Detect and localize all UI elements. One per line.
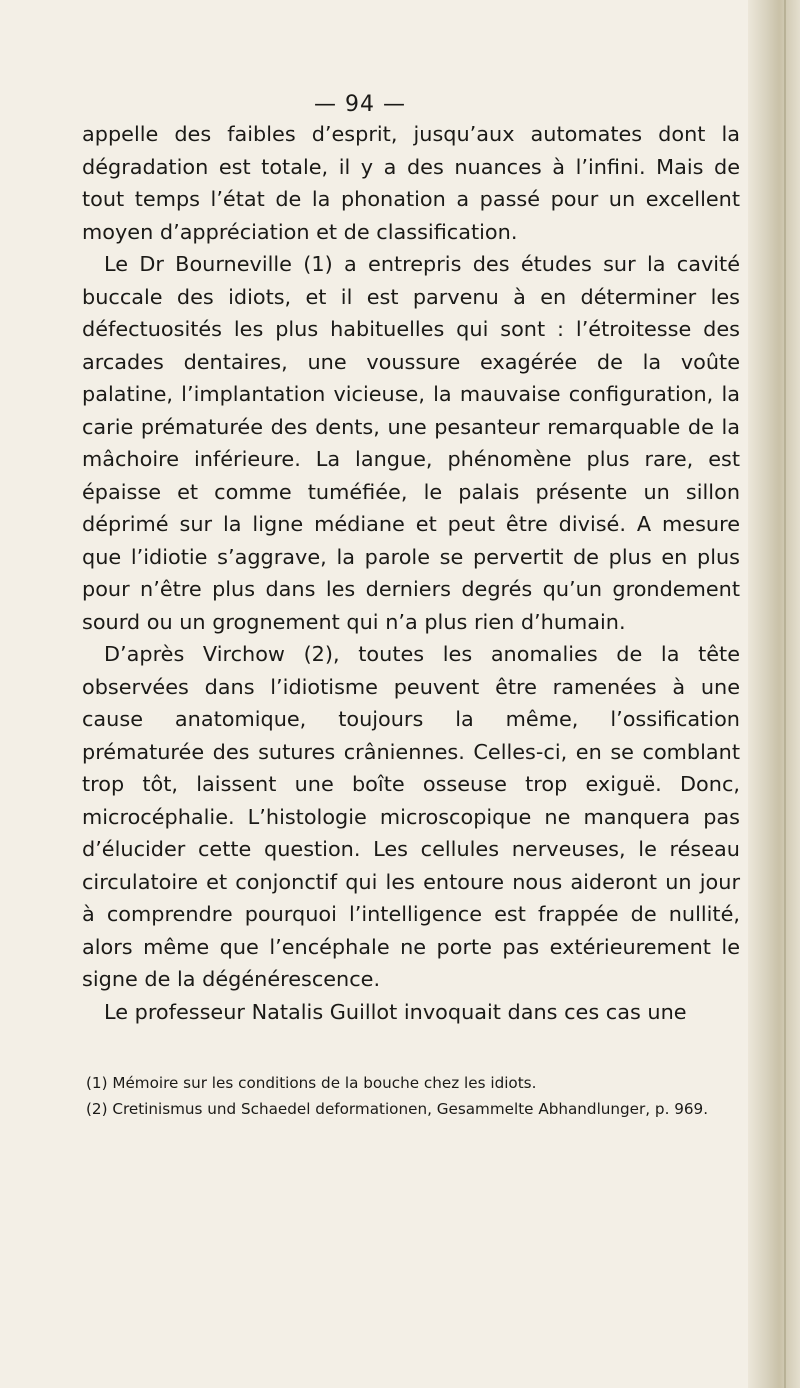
page-number: — 94 — <box>314 92 406 117</box>
paragraph-3: D’après Virchow (2), toutes les anomalies de la tête observées dans l’idiotisme peuvent être ramenées à une cause anatomique, toujours la même, l’ossification prématurée des sutures crâniennes. Celles-ci, en se comblant trop tôt, laissent une boîte osseuse trop exiguë. Donc, microcéphalie. L’histologie microscopique ne manquera pas d’élucider cette question. Les cellules nerveuses, le réseau circulatoire et conjonctif qui les entoure nous aideront un jour à comprendre pourquoi l’intelligence est frappée de nullité, alors même que l’encéphale ne porte pas extérieurement le signe de la dégénérescence. <box>82 642 740 991</box>
footnote-2: (2) Cretinismus und Schaedel deformationen, Gesammelte Abhandlunger, p. 969. <box>86 1100 709 1118</box>
paragraph-2: Le Dr Bourneville (1) a entrepris des études sur la cavité buccale des idiots, et il est parvenu à en déterminer les défectuosités les plus habituelles qui sont : l’étroitesse des arcades dentaires, une voussure exagérée de la voûte palatine, l’implantation vicieuse, la mauvaise configuration, la carie prématurée des dents, une pesanteur remarquable de la mâchoire inférieure. La langue, phénomène plus rare, est épaisse et comme tuméfiée, le palais présente un sillon déprimé sur la ligne médiane et peut être divisé. A mesure que l’idiotie s’aggrave, la parole se pervertit de plus en plus pour n’être plus dans les derniers degrés qu’un grondement sourd ou un grognement qui n’a plus rien d’humain. <box>82 252 740 634</box>
page-edge-line <box>784 0 786 1388</box>
paragraph-1: appelle des faibles d’esprit, jusqu’aux automates dont la dégradation est totale, il y a des nuances à l’infini. Mais de tout temps l’état de la phonation a passé pour un excellent moyen d’appréciation et de classification. <box>82 122 740 244</box>
body-text <box>82 118 740 1028</box>
page-edge <box>748 0 800 1388</box>
paragraph-4: Le professeur Natalis Guillot invoquait dans ces cas une <box>104 999 687 1024</box>
footnotes <box>82 1070 742 1122</box>
footnote-1: (1) Mémoire sur les conditions de la bouche chez les idiots. <box>86 1074 537 1092</box>
